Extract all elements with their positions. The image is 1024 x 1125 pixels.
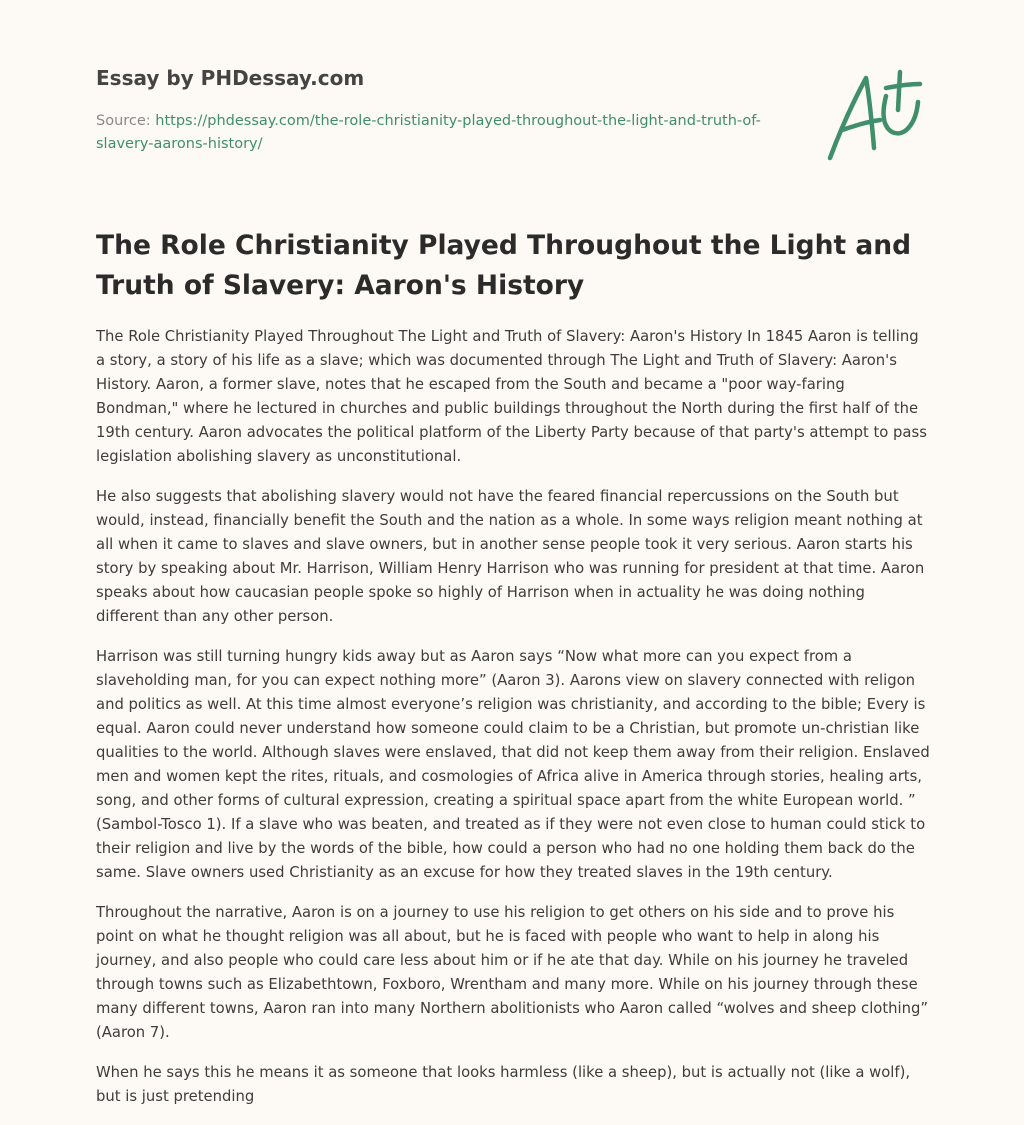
site-title: Essay by PHDessay.com xyxy=(96,66,365,90)
source-label: Source: xyxy=(96,113,156,129)
essay-paragraph: He also suggests that abolishing slavery would not have the feared financial repercussions on the South but would, instead, financially benefit the South and the nation as a whole. In some ways religion meant nothing at all when it came to slaves and slave owners, but in another sense people took it very serious. Aaron starts his story by speaking about Mr. Harrison, William Henry Harrison who was running for president at that time. Aaron speaks about how caucasian people spoke so highly of Harrison when in actuality he was doing nothing different than any other person. xyxy=(96,488,925,625)
a-plus-logo-graphic xyxy=(820,66,930,166)
a-plus-logo-icon xyxy=(820,66,930,166)
source-line xyxy=(96,110,776,156)
essay-paragraph: Throughout the narrative, Aaron is on a journey to use his religion to get others on his side and to prove his point on what he thought religion was all about, but he is faced with people who want to help in along his journey, and also people who could care less about him or if he ate that day. While on his journey he traveled through towns such as Elizabethtown, Foxboro, Wrentham and many more. While on his journey through these many different towns, Aaron ran into many Northern abolitionists who Aaron called “wolves and sheep clothing” (Aaron 7). xyxy=(96,904,929,1041)
essay-paragraph: The Role Christianity Played Throughout The Light and Truth of Slavery: Aaron's History In 1845 Aaron is telling a story, a story of his life as a slave; which was documented through The Light and Truth of Slavery: Aaron's History. Aaron, a former slave, notes that he escaped from the South and became a "poor way-faring Bondman," where he lectured in churches and public buildings throughout the North during the first half of the 19th century. Aaron advocates the political platform of the Liberty Party because of that party's attempt to pass legislation abolishing slavery as unconstitutional. xyxy=(96,328,927,465)
essay-title: The Role Christianity Played Throughout the Light and Truth of Slavery: Aaron's History xyxy=(96,230,912,301)
essay-paragraph: Harrison was still turning hungry kids away but as Aaron says “Now what more can you expect from a slaveholding man, for you can expect nothing more” (Aaron 3). Aarons view on slavery connected with religon and politics as well. At this time almost everyone’s religion was christianity, and according to the bible; Every is equal. Aaron could never understand how someone could claim to be a Christian, but promote un-christian like qualities to the world. Although slaves were enslaved, that did not keep them away from their religion. Enslaved men and women kept the rites, rituals, and cosmologies of Africa alive in America through stories, healing arts, song, and other forms of cultural expression, creating a spiritual space apart from the white European world. ” (Sambol-Tosco 1). If a slave who was beaten, and treated as if they were not even close to human could stick to their religion and live by the words of the bible, how could a person who had no one holding them back do the same. Slave owners used Christianity as an excuse for how they treated slaves in the 19th century. xyxy=(96,648,930,881)
essay-paragraph: When he says this he means it as someone that looks harmless (like a sheep), but is actually not (like a wolf), but is just pretending xyxy=(96,1064,911,1105)
essay-body xyxy=(96,325,930,1125)
source-link[interactable]: https://phdessay.com/the-role-christianity-played-throughout-the-light-and-truth-of-slavery-aarons-history/ xyxy=(96,113,761,152)
